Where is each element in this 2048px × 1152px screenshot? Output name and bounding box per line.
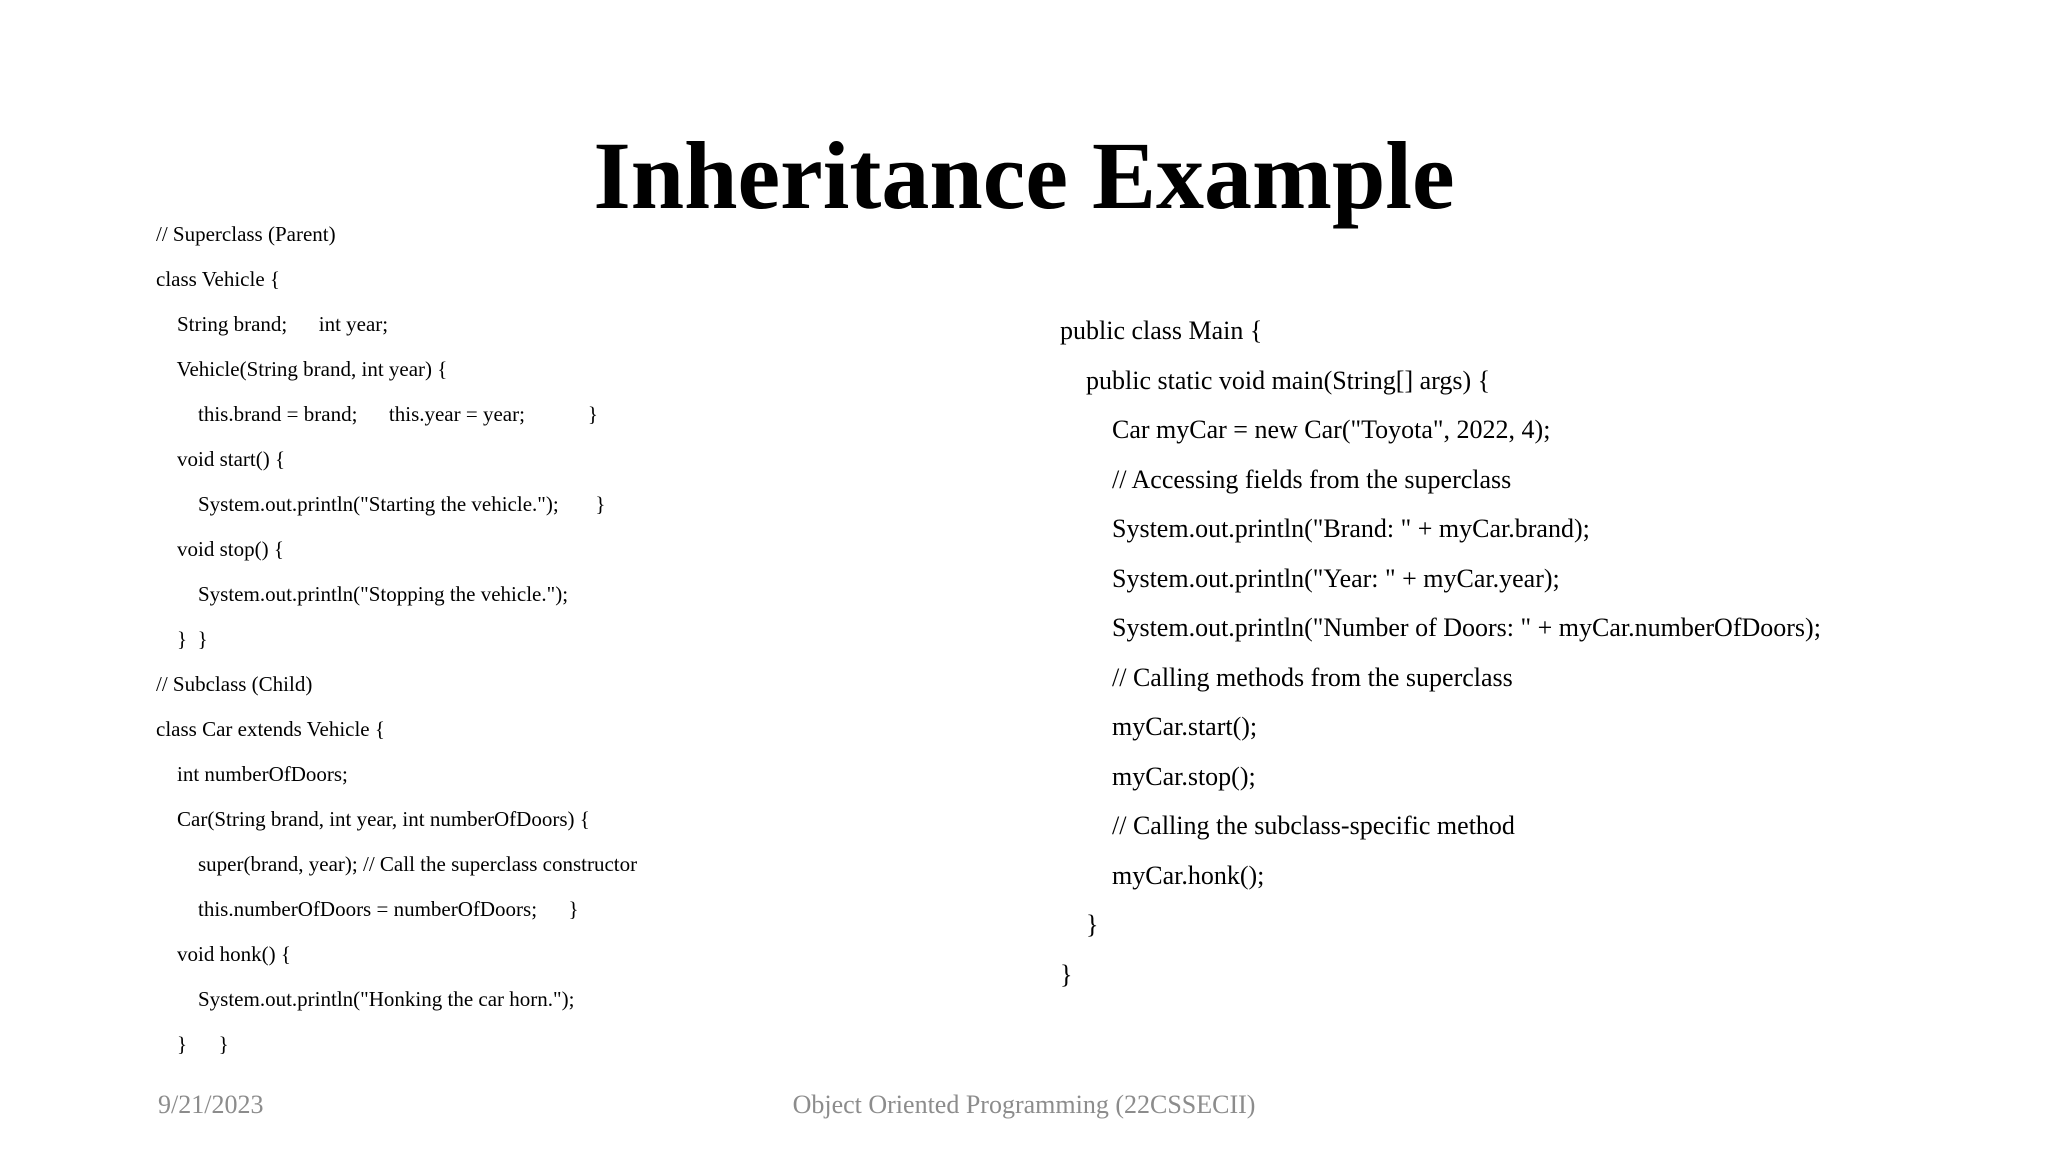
code-line: // Superclass (Parent)	[156, 222, 336, 246]
main-class-code-block	[1060, 306, 2020, 999]
code-line: void stop() {	[156, 537, 284, 561]
code-line: Vehicle(String brand, int year) {	[156, 357, 448, 381]
code-line: void start() {	[156, 447, 286, 471]
code-line: // Subclass (Child)	[156, 672, 313, 696]
code-line: System.out.println("Starting the vehicle."); }	[156, 492, 606, 516]
code-line: this.brand = brand; this.year = year; }	[156, 402, 599, 426]
footer-course: Object Oriented Programming (22CSSECII)	[792, 1090, 1256, 1119]
code-line: System.out.println("Year: " + myCar.year);	[1060, 563, 1560, 593]
code-line: System.out.println("Brand: " + myCar.brand);	[1060, 514, 1590, 543]
superclass-code-block	[156, 212, 1016, 1067]
code-line: int numberOfDoors;	[156, 762, 348, 786]
code-line: } }	[156, 627, 208, 651]
footer-date: 9/21/2023	[158, 1090, 264, 1119]
code-line: public static void main(String[] args) {	[1060, 365, 1491, 395]
code-line: Car myCar = new Car("Toyota", 2022, 4);	[1060, 415, 1551, 444]
code-line: System.out.println("Stopping the vehicle.");	[156, 582, 569, 606]
code-line: myCar.stop();	[1060, 761, 1256, 791]
code-line: this.numberOfDoors = numberOfDoors; }	[156, 897, 579, 921]
code-line: }	[1060, 959, 1073, 989]
code-line: }	[1060, 910, 1099, 939]
code-line: System.out.println("Number of Doors: " + myCar.numberOfDoors);	[1060, 613, 1821, 642]
code-line: super(brand, year); // Call the superclass constructor	[156, 852, 638, 876]
code-line: // Accessing fields from the superclass	[1060, 464, 1512, 494]
code-line: class Vehicle {	[156, 267, 280, 291]
code-line: } }	[156, 1032, 229, 1056]
code-line: class Car extends Vehicle {	[156, 717, 385, 741]
code-line: myCar.honk();	[1060, 860, 1265, 890]
code-line: String brand; int year;	[156, 312, 389, 336]
code-line: // Calling the subclass-specific method	[1060, 811, 1515, 840]
code-line: void honk() {	[156, 942, 291, 966]
code-line: System.out.println("Honking the car horn.");	[156, 987, 575, 1011]
slide-title: Inheritance Example	[593, 122, 1455, 229]
code-line: public class Main {	[1060, 316, 1263, 345]
code-line: myCar.start();	[1060, 712, 1258, 741]
code-line: // Calling methods from the superclass	[1060, 662, 1513, 692]
code-line: Car(String brand, int year, int numberOfDoors) {	[156, 807, 590, 831]
